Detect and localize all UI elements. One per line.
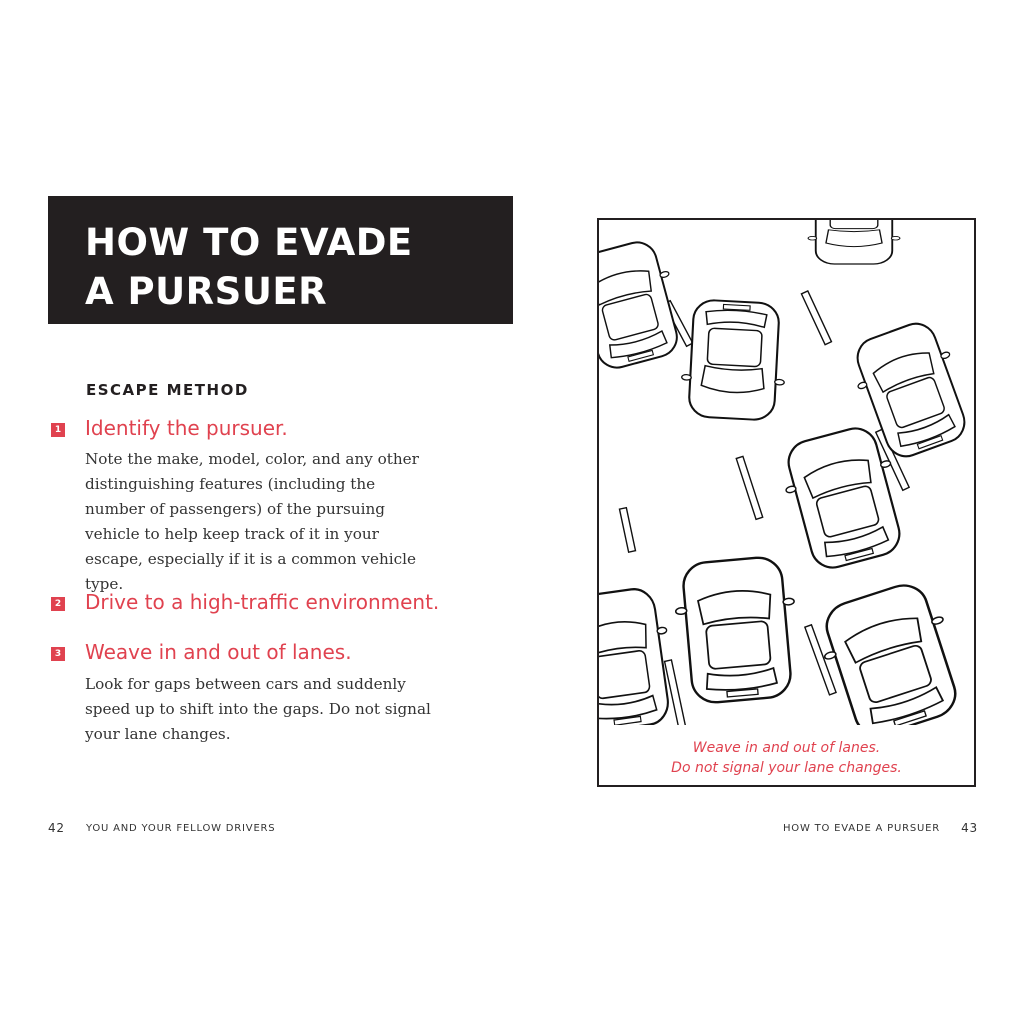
car-icon <box>672 555 803 705</box>
page-title <box>85 218 413 316</box>
caption-line-2: Do not signal your lane changes. <box>671 760 902 776</box>
running-head-right: HOW TO EVADE A PURSUER <box>782 823 940 834</box>
step-number-badge: 2 <box>51 597 65 611</box>
illustration-frame <box>597 218 976 787</box>
step-heading: Identify the pursuer. <box>85 416 288 440</box>
step-number-badge: 3 <box>51 647 65 661</box>
page-number-right: 43 <box>961 821 978 835</box>
step-body: Look for gaps between cars and suddenly speed up to shift into the gaps. Do not signal your lane changes. <box>85 675 431 743</box>
title-line-2: A PURSUER <box>85 270 328 313</box>
step-heading: Weave in and out of lanes. <box>85 640 352 664</box>
car-icon <box>599 585 679 734</box>
car-icon <box>808 220 900 264</box>
running-head-left: YOU AND YOUR FELLOW DRIVERS <box>86 823 276 834</box>
page-number-left: 42 <box>48 821 65 835</box>
traffic-illustration <box>599 220 974 785</box>
step-number-badge: 1 <box>51 423 65 437</box>
illustration-caption <box>597 738 976 778</box>
car-icon <box>680 299 789 421</box>
car-icon <box>599 236 689 374</box>
title-line-1: HOW TO EVADE <box>85 221 413 264</box>
section-heading: ESCAPE METHOD <box>86 381 249 399</box>
step-heading: Drive to a high-traffic environment. <box>85 590 440 614</box>
step-body: Note the make, model, color, and any other distinguishing features (including the number of passengers) of the pursuing vehicle to help keep track of it in your escape, especially if it is a common vehicle type. <box>85 450 419 593</box>
car-icon <box>811 576 971 744</box>
caption-line-1: Weave in and out of lanes. <box>692 740 881 756</box>
